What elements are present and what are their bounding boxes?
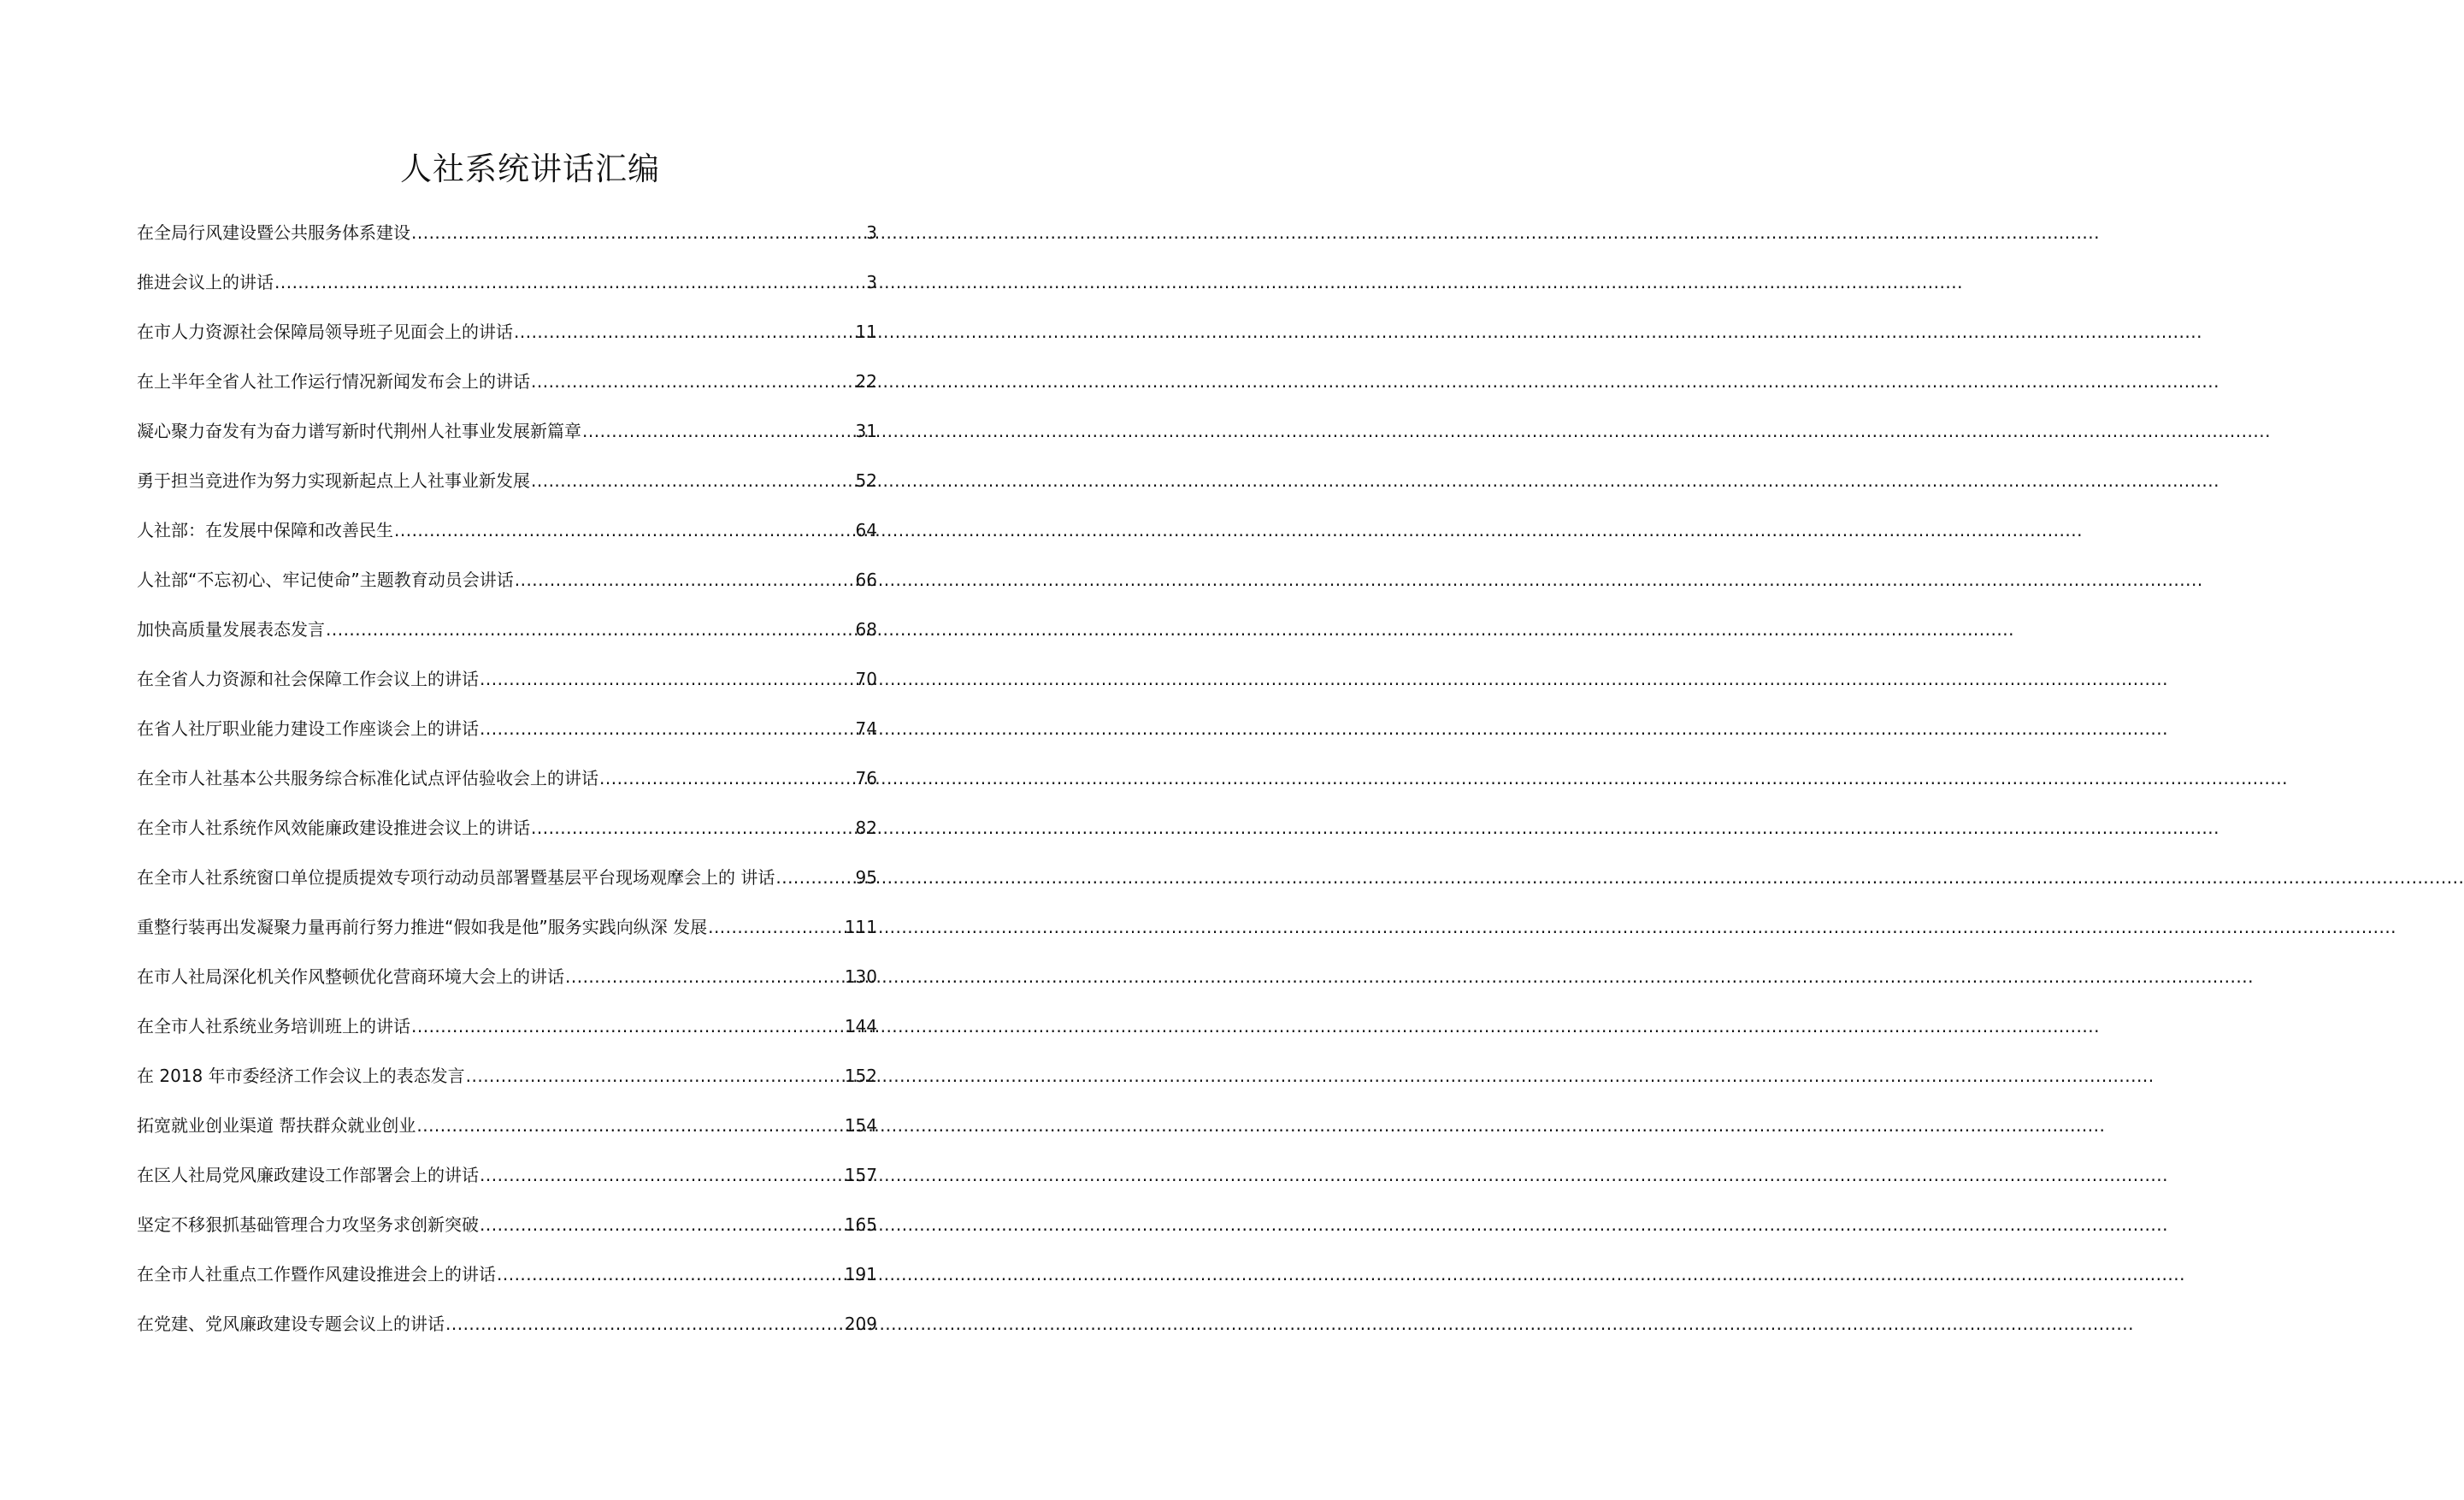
- toc-entry-title: 拓宽就业创业渠道 帮扶群众就业创业: [137, 1115, 416, 1136]
- toc-entry[interactable]: [137, 860, 877, 910]
- toc-page-number: 68: [855, 619, 877, 640]
- toc-page-number: 157: [844, 1165, 877, 1185]
- toc-entry-title: 在市人力资源社会保障局领导班子见面会上的讲话: [137, 322, 513, 342]
- toc-entry-title: 在市人社局深化机关作风整顿优化营商环境大会上的讲话: [137, 966, 564, 987]
- toc-dot-leader: [466, 1059, 844, 1093]
- toc-entry-title: 人社部：在发展中保障和改善民生: [137, 520, 393, 540]
- toc-page-number: 111: [844, 917, 877, 937]
- toc-entry[interactable]: [137, 563, 877, 612]
- toc-entry[interactable]: [137, 464, 877, 513]
- toc-entry[interactable]: [137, 1158, 877, 1208]
- toc-page-number: 144: [844, 1016, 877, 1036]
- toc-entry-title: 在全市人社系统作风效能廉政建设推进会议上的讲话: [137, 818, 530, 838]
- toc-page-number: 95: [855, 867, 877, 888]
- toc-entry[interactable]: [137, 761, 877, 811]
- toc-entry-title: 坚定不移狠抓基础管理合力攻坚务求创新突破: [137, 1214, 479, 1235]
- toc-dot-leader: [411, 216, 865, 250]
- toc-page-number: 154: [844, 1115, 877, 1136]
- document-title: 人社系统讲话汇编: [400, 151, 660, 187]
- toc-entry-title: 人社部“不忘初心、牢记使命”主题教育动员会讲话: [137, 570, 514, 590]
- toc-entry-title: 推进会议上的讲话: [137, 272, 274, 292]
- toc-dot-leader: [480, 1208, 844, 1242]
- toc-dot-leader: [514, 315, 855, 349]
- toc-page-number: 3: [866, 272, 877, 292]
- toc-page-number: 209: [844, 1314, 877, 1334]
- toc-dot-leader: [531, 811, 855, 845]
- toc-dot-leader: [775, 860, 854, 895]
- toc-entry-title: 在全市人社系统业务培训班上的讲话: [137, 1016, 410, 1036]
- toc-entry[interactable]: [137, 1059, 877, 1108]
- toc-page-number: 74: [855, 718, 877, 739]
- toc-entry-title: 在区人社局党风廉政建设工作部署会上的讲话: [137, 1165, 479, 1185]
- toc-entry[interactable]: [137, 712, 877, 761]
- toc-entry-title: 在全市人社重点工作暨作风建设推进会上的讲话: [137, 1264, 496, 1284]
- toc-dot-leader: [411, 1009, 844, 1043]
- toc-entry-title: 勇于担当竞进作为努力实现新起点上人社事业新发展: [137, 470, 530, 491]
- toc-entry[interactable]: [137, 1307, 877, 1356]
- toc-entry[interactable]: [137, 811, 877, 860]
- toc-entry-title: 加快高质量发展表态发言: [137, 619, 325, 640]
- toc-entry-title: 在省人社厅职业能力建设工作座谈会上的讲话: [137, 718, 479, 739]
- toc-entry[interactable]: [137, 1257, 877, 1307]
- toc-entry[interactable]: [137, 1009, 877, 1059]
- toc-page-number: 22: [855, 371, 877, 392]
- document-page: [0, 0, 1060, 1500]
- toc-entry-title: 在 2018 年市委经济工作会议上的表态发言: [137, 1066, 465, 1086]
- toc-page-number: 191: [844, 1264, 877, 1284]
- toc-entry[interactable]: [137, 315, 877, 364]
- toc-entry[interactable]: [137, 910, 877, 960]
- toc-page-number: 31: [855, 421, 877, 441]
- toc-entry-title: 在上半年全省人社工作运行情况新闻发布会上的讲话: [137, 371, 530, 392]
- toc-entry[interactable]: [137, 1108, 877, 1158]
- toc-entry-title: 凝心聚力奋发有为奋力谱写新时代荆州人社事业发展新篇章: [137, 421, 581, 441]
- toc-entry[interactable]: [137, 364, 877, 414]
- toc-dot-leader: [394, 513, 855, 547]
- toc-dot-leader: [582, 414, 855, 448]
- toc-page-number: 66: [855, 570, 877, 590]
- toc-entry[interactable]: [137, 414, 877, 464]
- toc-entry[interactable]: [137, 216, 877, 265]
- toc-dot-leader: [565, 960, 844, 994]
- toc-page-number: 3: [866, 222, 877, 243]
- toc-entry[interactable]: [137, 612, 877, 662]
- toc-page-number: 64: [855, 520, 877, 540]
- toc-page-number: 76: [855, 768, 877, 788]
- toc-page-number: 130: [844, 966, 877, 987]
- toc-page-number: 52: [855, 470, 877, 491]
- toc-dot-leader: [708, 910, 844, 944]
- toc-entry[interactable]: [137, 265, 877, 315]
- toc-entry-title: 重整行装再出发凝聚力量再前行努力推进“假如我是他”服务实践向纵深 发展: [137, 917, 708, 937]
- toc-entry-title: 在全市人社系统窗口单位提质提效专项行动动员部署暨基层平台现场观摩会上的 讲话: [137, 867, 775, 888]
- toc-page-number: 70: [855, 669, 877, 689]
- toc-page-number: 165: [844, 1214, 877, 1235]
- toc-dot-leader: [480, 712, 855, 746]
- toc-dot-leader: [599, 761, 855, 795]
- toc-dot-leader: [416, 1108, 843, 1143]
- toc-dot-leader: [531, 464, 855, 498]
- toc-dot-leader: [326, 612, 855, 647]
- toc-page-number: 82: [855, 818, 877, 838]
- toc-dot-leader: [515, 563, 855, 597]
- toc-entry[interactable]: [137, 662, 877, 712]
- toc-entry[interactable]: [137, 1208, 877, 1257]
- toc-entry[interactable]: [137, 513, 877, 563]
- toc-entry-title: 在党建、党风廉政建设专题会议上的讲话: [137, 1314, 445, 1334]
- toc-entry[interactable]: [137, 960, 877, 1009]
- toc-page-number: 152: [844, 1066, 877, 1086]
- toc-dot-leader: [274, 265, 865, 299]
- toc-entry-title: 在全局行风建设暨公共服务体系建设: [137, 222, 410, 243]
- toc-entry-title: 在全市人社基本公共服务综合标准化试点评估验收会上的讲话: [137, 768, 598, 788]
- toc-dot-leader: [497, 1257, 844, 1291]
- toc-dot-leader: [531, 364, 855, 399]
- toc-dot-leader: [480, 662, 855, 696]
- toc-dot-leader: [445, 1307, 844, 1341]
- table-of-contents: [137, 216, 877, 1356]
- toc-page-number: 11: [855, 322, 877, 342]
- toc-entry-title: 在全省人力资源和社会保障工作会议上的讲话: [137, 669, 479, 689]
- toc-dot-leader: [480, 1158, 844, 1192]
